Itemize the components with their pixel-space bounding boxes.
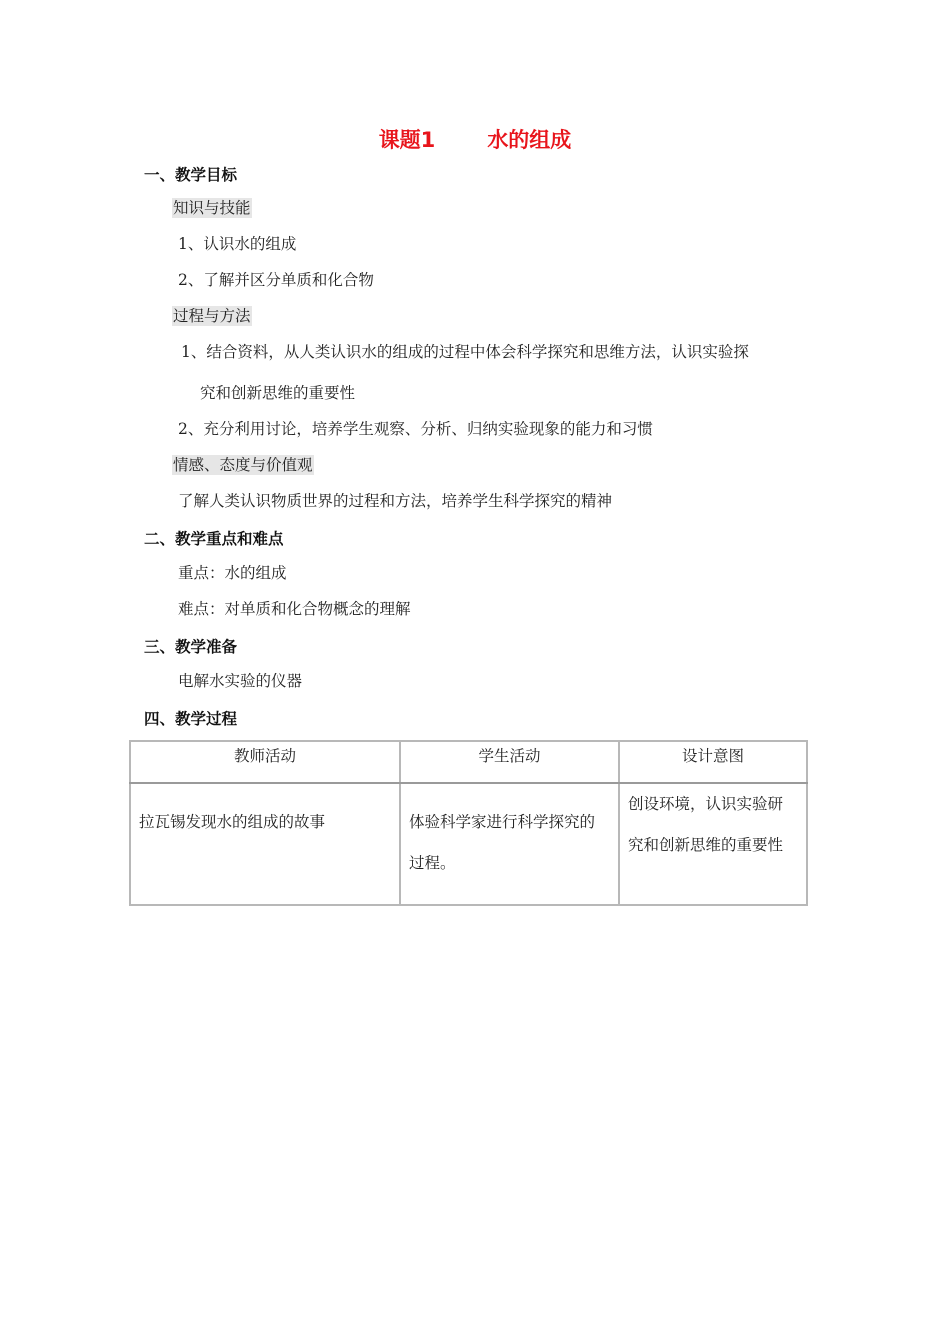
subheading-emotion: 情感、态度与价值观	[173, 456, 313, 474]
student-activity-line-1: 体验科学家进行科学探究的	[409, 813, 596, 831]
key-point-focus: 重点：水的组成	[178, 564, 287, 582]
student-activity-line-2: 过程。	[409, 854, 456, 872]
page-title	[0, 124, 950, 154]
knowledge-item-1: 1、认识水的组成	[178, 235, 297, 253]
knowledge-item-2: 2、了解并区分单质和化合物	[178, 271, 374, 289]
table-header-row	[130, 741, 807, 783]
subheading-knowledge: 知识与技能	[173, 199, 251, 217]
table-row	[130, 783, 807, 905]
header-design-intent: 设计意图	[619, 741, 807, 783]
design-intent-line-1: 创设环境，认识实验研	[628, 795, 784, 813]
section-heading-preparation: 三、教学准备	[144, 638, 238, 656]
title-lesson-number: 课题1	[378, 128, 436, 152]
section-heading-process: 四、教学过程	[144, 710, 238, 728]
title-topic: 水的组成	[487, 128, 572, 152]
process-item-2: 2、充分利用讨论，培养学生观察、分析、归纳实验现象的能力和习惯	[178, 420, 653, 438]
design-intent-line-2: 究和创新思维的重要性	[628, 836, 784, 854]
subheading-process: 过程与方法	[173, 307, 251, 325]
cell-design-intent	[619, 783, 807, 905]
cell-teacher-activity	[130, 783, 400, 905]
teacher-activity-text: 拉瓦锡发现水的组成的故事	[139, 813, 326, 831]
section-heading-key-points: 二、教学重点和难点	[144, 530, 284, 548]
key-point-difficulty: 难点：对单质和化合物概念的理解	[178, 600, 411, 618]
process-item-1-line-1: 1、结合资料，从人类认识水的组成的过程中体会科学探究和思维方法，认识实验探	[181, 343, 749, 361]
header-student-activity: 学生活动	[400, 741, 619, 783]
process-item-1-line-2: 究和创新思维的重要性	[200, 384, 356, 402]
section-heading-objectives: 一、教学目标	[144, 166, 238, 184]
preparation-text: 电解水实验的仪器	[178, 672, 303, 690]
header-teacher-activity: 教师活动	[130, 741, 400, 783]
cell-student-activity	[400, 783, 619, 905]
teaching-process-table	[129, 740, 808, 906]
emotion-text: 了解人类认识物质世界的过程和方法，培养学生科学探究的精神	[178, 492, 613, 510]
